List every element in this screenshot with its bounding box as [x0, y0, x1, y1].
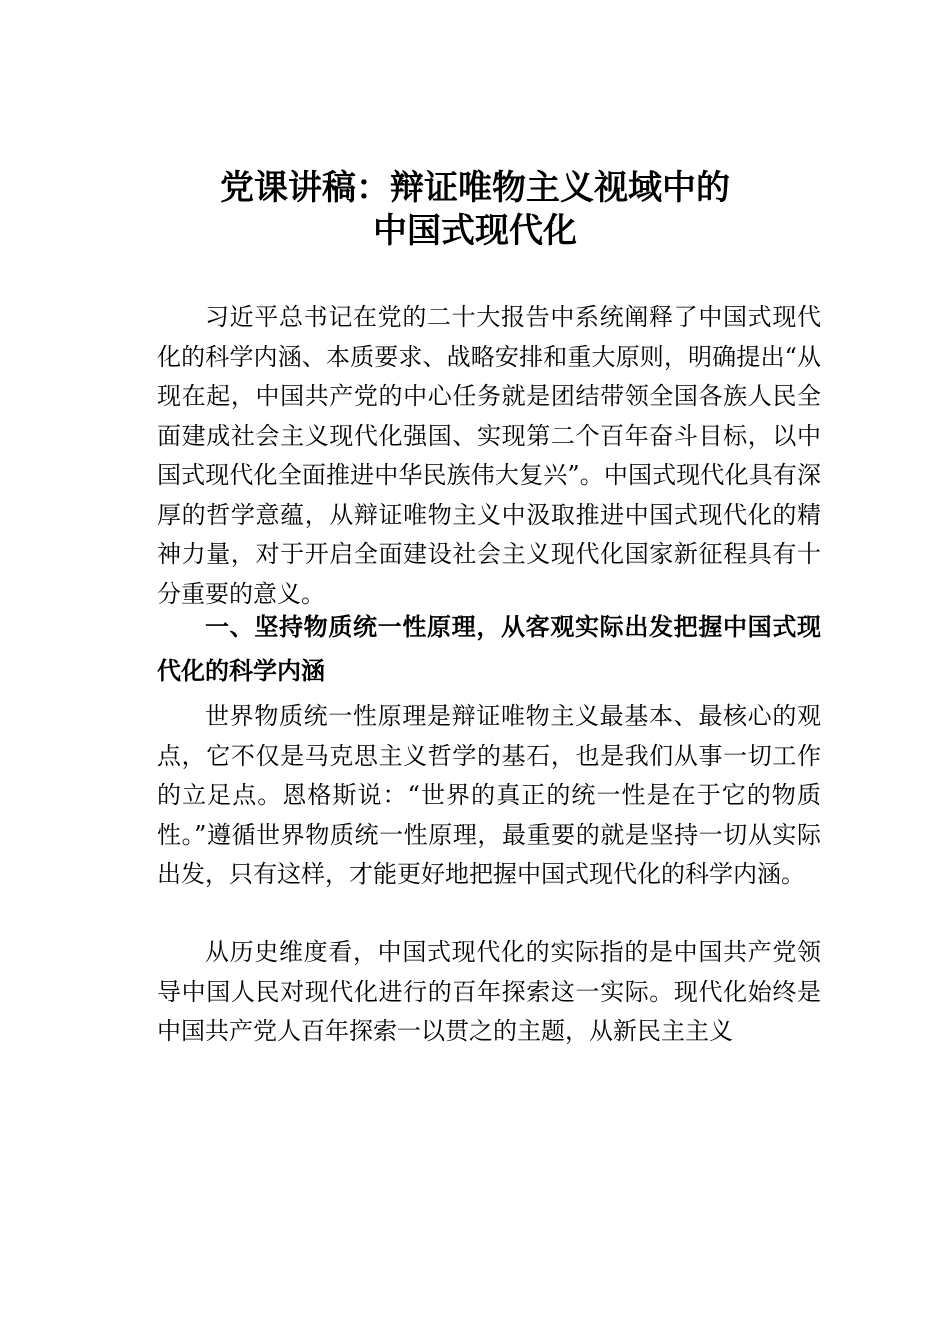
paragraph-intro: 习近平总书记在党的二十大报告中系统阐释了中国式现代化的科学内涵、本质要求、战略安排和重大原则，明确提出“从现在起，中国共产党的中心任务就是团结带领全国各族人民全面建成社会主义现代化强国、实现第二个百年奋斗目标，以中国式现代化全面推进中华民族伟大复兴”。中国式现代化具有深厚的哲学意蕴，从辩证唯物主义中汲取推进中国式现代化的精神力量，对于开启全面建设社会主义现代化国家新征程具有十分重要的意义。 [157, 303, 821, 608]
document-title-line-1: 党课讲稿：辩证唯物主义视域中的 [220, 168, 730, 208]
document-title-line-2: 中国式现代化 [373, 211, 577, 251]
paragraph-material-unity: 世界物质统一性原理是辩证唯物主义最基本、最核心的观点，它不仅是马克思主义哲学的基石，也是我们从事一切工作的立足点。恩格斯说：“世界的真正的统一性是在于它的物质性。”遵循世界物质统一性原理，最重要的就是坚持一切从实际出发，只有这样，才能更好地把握中国式现代化的科学内涵。 [157, 702, 821, 888]
section-heading-1: 一、坚持物质统一性原理，从客观实际出发把握中国式现代化的科学内涵 [157, 613, 821, 685]
paragraph-historical-dimension: 从历史维度看，中国式现代化的实际指的是中国共产党领导中国人民对现代化进行的百年探索这一实际。现代化始终是中国共产党人百年探索一以贯之的主题，从新民主主义 [157, 938, 821, 1045]
